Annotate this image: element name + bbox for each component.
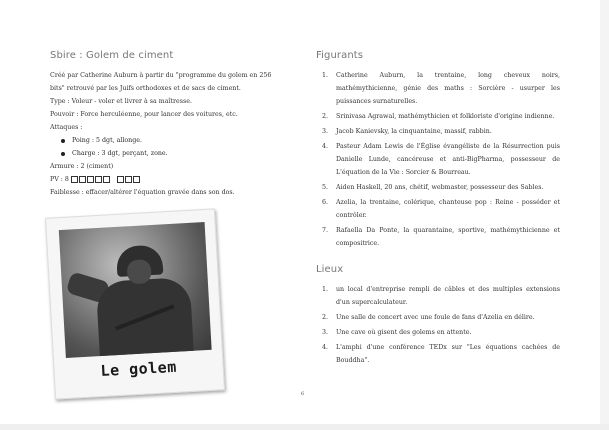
attack-item: Poing : 5 dgt, allonge. [72, 134, 305, 147]
polaroid-caption: Le golem [100, 357, 178, 381]
hp-boxes-group-1 [71, 173, 111, 186]
type-line: Type : Voleur - voler et livrer à sa maîtresse. [50, 98, 192, 105]
lieux-list [316, 283, 560, 367]
lieu-item: 1. un local d'entreprise rempli de câbles et des multiples extensions d'un supercalculateur. [322, 286, 560, 306]
golem-polaroid [45, 208, 225, 399]
power-line: Pouvoir : Force herculéenne, pour lancer des voitures, etc. [50, 111, 238, 118]
figurant-item: 7. Rafaella Da Ponte, la quarantaine, sportive, mathémythicienne et compositrice. [322, 227, 560, 247]
hp-checkbox[interactable] [79, 176, 86, 183]
page-number: 6 [301, 391, 305, 397]
hp-checkbox[interactable] [133, 176, 140, 183]
figurant-item: 2. Srinivasa Agrawal, mathémythicien et folkloriste d'origine indienne. [322, 113, 555, 120]
figurant-item: 5. Aiden Haskell, 20 ans, chétif, webmaster, possesseur des Sables. [322, 184, 544, 191]
hp-boxes-group-2 [117, 173, 141, 186]
figurants-list [316, 69, 560, 250]
right-column [316, 50, 560, 369]
lieu-item: 3. Une cave où gisent des golems en attente. [322, 329, 472, 336]
armor-line: Armure : 2 (ciment) [50, 163, 114, 170]
hp-checkbox[interactable] [71, 176, 78, 183]
hp-checkbox[interactable] [87, 176, 94, 183]
hp-checkbox[interactable] [95, 176, 102, 183]
attack-item: Charge : 3 dgt, perçant, zone. [72, 147, 305, 160]
hp-label: PV : 8 [50, 176, 69, 183]
section-title-figurants: Figurants [316, 50, 364, 61]
figurant-item: 3. Jacob Kanievsky, la cinquantaine, massif, rabbin. [322, 128, 492, 135]
hp-checkbox[interactable] [117, 176, 124, 183]
hp-line [50, 173, 305, 186]
section-title-lieux: Lieux [316, 264, 344, 275]
left-column [50, 50, 305, 199]
figurant-item: 1. Catherine Auburn, la trentaine, long cheveux noirs, mathémythicienne, génie des maths : Sorcière - usurper les puissances surnaturelles. [322, 72, 560, 105]
attacks-list [50, 134, 305, 160]
lieu-item: 4. L'amphi d'une conférence TEDx sur "Les équations cachées de Bouddha". [322, 344, 560, 364]
page-edge-right [600, 0, 609, 430]
figurant-item: 4. Pasteur Adam Lewis de l'Église évangéliste de la Résurrection puis Danielle Lunde, cancéreuse et anti-BigPharma, possesseur de L'équation de la Vie : Sorcier & Bourreau. [322, 143, 560, 176]
weakness-line: Faiblesse : effacer/altérer l'équation gravée dans son dos. [50, 189, 235, 196]
lieu-item: 2. Une salle de concert avec une foule de fans d'Azelia en délire. [322, 314, 535, 321]
description-line-1: Créé par Catherine Auburn à partir du "programme du golem en 256 [50, 72, 272, 79]
hp-checkbox[interactable] [125, 176, 132, 183]
page-edge-bottom [0, 424, 609, 430]
section-title-sbire: Sbire : Golem de ciment [50, 50, 174, 61]
golem-photo [59, 222, 212, 358]
attacks-label: Attaques : [50, 124, 83, 131]
description-line-2: bits" retrouvé par les Juifs orthodoxes et de sacs de ciment. [50, 85, 241, 92]
figurant-item: 6. Azelia, la trentaine, colérique, chanteuse pop : Reine - posséder et contrôler. [322, 199, 560, 219]
hp-checkbox[interactable] [103, 176, 110, 183]
